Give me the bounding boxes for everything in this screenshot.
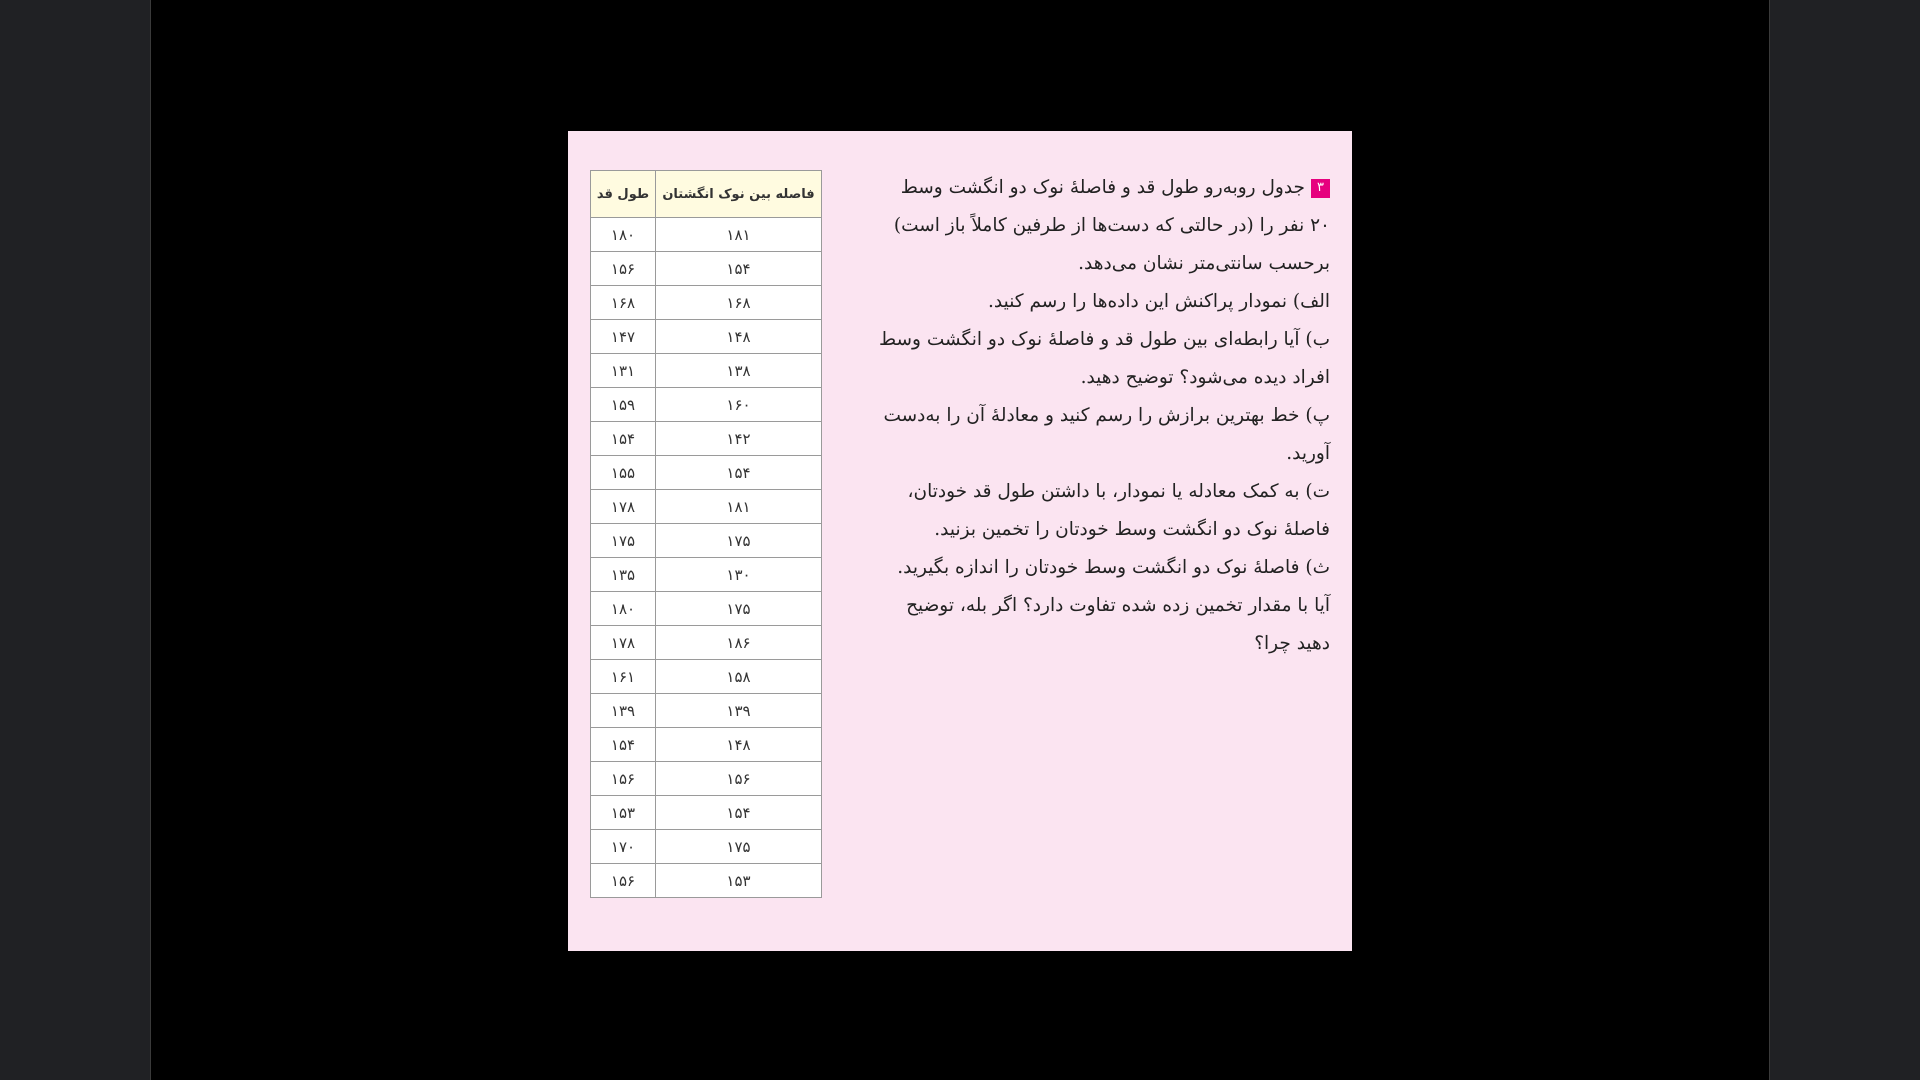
table-row [591,728,822,762]
fingertip-distance-cell: ۱۵۴ [656,252,822,286]
question-part-s: ث) فاصلهٔ نوک دو انگشت وسط خودتان را اندازه بگیرید. [897,557,1330,578]
fingertip-distance-cell: ۱۶۸ [656,286,822,320]
question-line: ۲۰ نفر را (در حالتی که دست‌ها از طرفین کاملاً باز است) [893,215,1330,236]
height-cell: ۱۵۹ [591,388,656,422]
height-cell: ۱۵۶ [591,864,656,898]
fingertip-distance-cell: ۱۷۵ [656,524,822,558]
table-row [591,286,822,320]
fingertip-distance-cell: ۱۸۱ [656,490,822,524]
question-number-badge: ۳ [1311,179,1330,198]
fingertip-distance-cell: ۱۵۴ [656,796,822,830]
height-cell: ۱۴۷ [591,320,656,354]
fingertip-distance-cell: ۱۶۰ [656,388,822,422]
fingertip-distance-cell: ۱۵۴ [656,456,822,490]
right-sidebar-panel [1769,0,1920,1080]
height-cell: ۱۸۰ [591,218,656,252]
fingertip-distance-cell: ۱۸۶ [656,626,822,660]
height-cell: ۱۷۸ [591,490,656,524]
fingertip-distance-cell: ۱۸۱ [656,218,822,252]
question-line: افراد دیده می‌شود؟ توضیح دهید. [1080,367,1330,388]
table-row [591,660,822,694]
table-row [591,694,822,728]
height-cell: ۱۷۰ [591,830,656,864]
question-line-text: جدول روبه‌رو طول قد و فاصلهٔ نوک دو انگشت وسط [900,177,1305,198]
height-cell: ۱۳۱ [591,354,656,388]
table-header-row [591,171,822,218]
fingertip-distance-cell: ۱۵۳ [656,864,822,898]
fingertip-distance-cell: ۱۵۶ [656,762,822,796]
table-row [591,762,822,796]
table-row [591,388,822,422]
table-row [591,422,822,456]
question-line: آورید. [1286,443,1330,464]
table-row [591,524,822,558]
question-line [860,169,1330,207]
table-header-height: طول قد [591,171,656,218]
fingertip-distance-cell: ۱۳۸ [656,354,822,388]
table-row [591,252,822,286]
fingertip-distance-cell: ۱۵۸ [656,660,822,694]
fingertip-distance-cell: ۱۴۸ [656,320,822,354]
table-row [591,456,822,490]
table-row [591,490,822,524]
fingertip-distance-cell: ۱۴۲ [656,422,822,456]
height-cell: ۱۵۶ [591,762,656,796]
table-header-fingertip-distance: فاصله بین نوک انگشتان [656,171,822,218]
fingertip-distance-cell: ۱۴۸ [656,728,822,762]
fingertip-distance-cell: ۱۳۰ [656,558,822,592]
question-line: برحسب سانتی‌متر نشان می‌دهد. [1078,253,1330,274]
height-cell: ۱۵۴ [591,422,656,456]
question-part-t: ت) به کمک معادله یا نمودار، با داشتن طول قد خودتان، [907,481,1330,502]
table-body [591,218,822,898]
question-line: آیا با مقدار تخمین زده شده تفاوت دارد؟ اگر بله، توضیح [906,595,1330,616]
table-row [591,218,822,252]
height-cell: ۱۵۳ [591,796,656,830]
table-row [591,626,822,660]
height-cell: ۱۵۵ [591,456,656,490]
question-part-p: پ) خط بهترین برازش را رسم کنید و معادلهٔ آن را به‌دست [883,405,1330,426]
fingertip-distance-cell: ۱۷۵ [656,592,822,626]
height-cell: ۱۳۹ [591,694,656,728]
question-text [860,169,1330,663]
question-part-b: ب) آیا رابطه‌ای بین طول قد و فاصلهٔ نوک دو انگشت وسط [878,329,1330,350]
height-cell: ۱۷۵ [591,524,656,558]
table-row [591,796,822,830]
table-row [591,354,822,388]
table-row [591,558,822,592]
table-row [591,592,822,626]
question-line: فاصلهٔ نوک دو انگشت وسط خودتان را تخمین بزنید. [934,519,1330,540]
table-row [591,830,822,864]
fingertip-distance-cell: ۱۷۵ [656,830,822,864]
table-row [591,320,822,354]
height-cell: ۱۶۸ [591,286,656,320]
left-sidebar-panel [0,0,151,1080]
slide-page [568,131,1352,951]
data-table [590,170,822,898]
fingertip-distance-cell: ۱۳۹ [656,694,822,728]
height-cell: ۱۶۱ [591,660,656,694]
height-cell: ۱۷۸ [591,626,656,660]
height-cell: ۱۵۶ [591,252,656,286]
height-cell: ۱۸۰ [591,592,656,626]
height-cell: ۱۵۴ [591,728,656,762]
question-line: دهید چرا؟ [1254,633,1330,654]
question-part-a: الف) نمودار پراکنش این داده‌ها را رسم کنید. [988,291,1330,312]
table-row [591,864,822,898]
height-cell: ۱۳۵ [591,558,656,592]
